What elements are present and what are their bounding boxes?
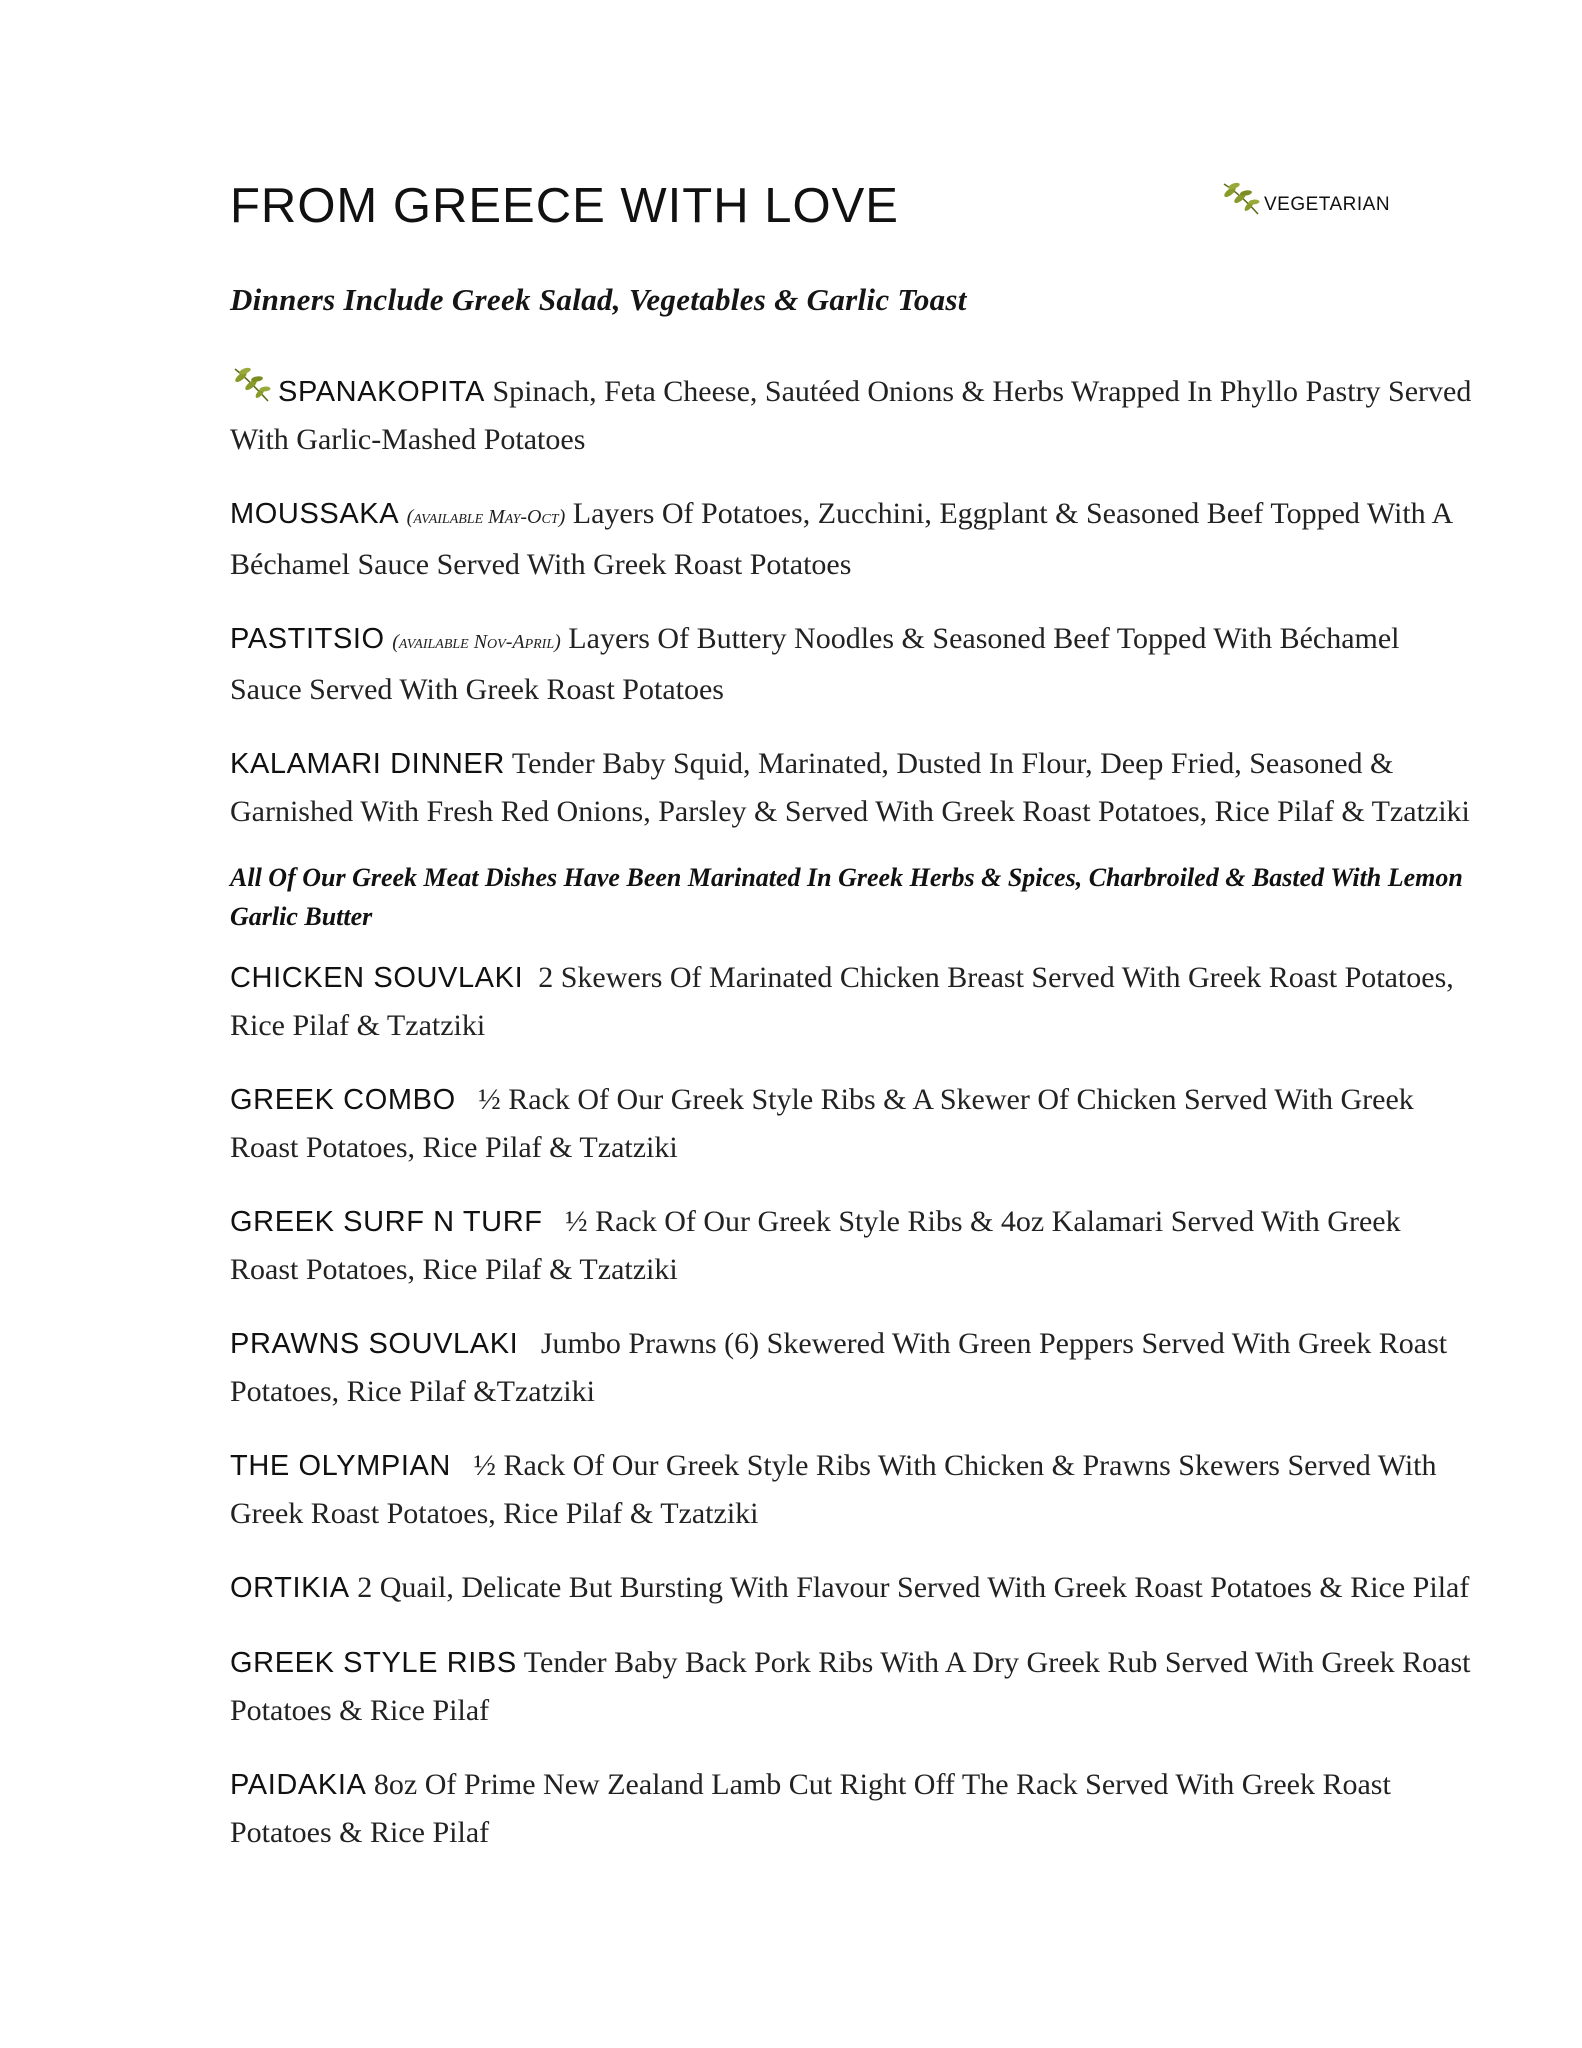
menu-item-name: GREEK SURF N TURF: [230, 1206, 543, 1238]
menu-item-kalamari-dinner: [230, 740, 1475, 835]
menu-item-spanakopita: [230, 365, 1475, 463]
menu-item-paidakia: [230, 1761, 1475, 1856]
menu-subtitle: Dinners Include Greek Salad, Vegetables & Garlic Toast: [230, 282, 967, 317]
menu-item-pastitsio: [230, 615, 1475, 713]
menu-item-name: PAIDAKIA: [230, 1769, 367, 1801]
menu-item-description: Layers Of Potatoes, Zucchini, Eggplant & Seasoned Beef Topped With A Béchamel Sauce Served With Greek Roast Potatoes: [230, 497, 1452, 581]
menu-item-description: Tender Baby Back Pork Ribs With A Dry Greek Rub Served With Greek Roast Potatoes & Rice Pilaf: [230, 1646, 1471, 1727]
menu-item-prawns-souvlaki: [230, 1320, 1475, 1415]
menu-item-name: KALAMARI DINNER: [230, 748, 505, 780]
vegetarian-legend-label: VEGETARIAN: [1264, 194, 1391, 215]
page-title: FROM GREECE WITH LOVE: [230, 179, 899, 233]
menu-item-name: MOUSSAKA: [230, 498, 400, 530]
menu-item-name: THE OLYMPIAN: [230, 1450, 451, 1482]
menu-item-description: 2 Skewers Of Marinated Chicken Breast Served With Greek Roast Potatoes, Rice Pilaf & Tzatziki: [230, 961, 1454, 1042]
availability-note: (available Nov-April): [392, 631, 561, 653]
menu-item-greek-surf-n-turf: [230, 1198, 1475, 1293]
menu-item-name: SPANAKOPITA: [278, 376, 485, 408]
menu-item-description: ½ Rack Of Our Greek Style Ribs & A Skewer Of Chicken Served With Greek Roast Potatoes, Rice Pilaf & Tzatziki: [230, 1083, 1414, 1164]
menu-item-description: Jumbo Prawns (6) Skewered With Green Peppers Served With Greek Roast Potatoes, Rice Pilaf &Tzatziki: [230, 1327, 1448, 1408]
menu-item-name: ORTIKIA: [230, 1572, 350, 1604]
menu-item-greek-combo: [230, 1076, 1475, 1171]
menu-item-description: Spinach, Feta Cheese, Sautéed Onions & Herbs Wrapped In Phyllo Pastry Served With Garlic-Mashed Potatoes: [230, 375, 1472, 456]
olive-branch-icon: [1218, 180, 1262, 218]
availability-note: (available May-Oct): [406, 506, 566, 528]
menu-item-description: ½ Rack Of Our Greek Style Ribs With Chicken & Prawns Skewers Served With Greek Roast Potatoes, Rice Pilaf & Tzatziki: [230, 1449, 1437, 1530]
menu-item-name: PRAWNS SOUVLAKI: [230, 1328, 519, 1360]
menu-item-description: 8oz Of Prime New Zealand Lamb Cut Right Off The Rack Served With Greek Roast Potatoes & Rice Pilaf: [230, 1768, 1391, 1849]
menu-item-name: GREEK COMBO: [230, 1084, 456, 1116]
menu-item-the-olympian: [230, 1442, 1475, 1537]
meat-dishes-notice: All Of Our Greek Meat Dishes Have Been Marinated In Greek Herbs & Spices, Charbroiled & Basted With Lemon Garlic Butter: [230, 863, 1463, 931]
menu-item-description: ½ Rack Of Our Greek Style Ribs & 4oz Kalamari Served With Greek Roast Potatoes, Rice Pilaf & Tzatziki: [230, 1205, 1401, 1286]
menu-item-description: 2 Quail, Delicate But Bursting With Flavour Served With Greek Roast Potatoes & Rice Pilaf: [357, 1571, 1470, 1604]
menu-item-name: PASTITSIO: [230, 623, 385, 655]
menu-item-name: GREEK STYLE RIBS: [230, 1647, 517, 1679]
menu-item-greek-style-ribs: [230, 1639, 1475, 1734]
menu-item-ortikia: [230, 1564, 1475, 1612]
menu-item-description: Tender Baby Squid, Marinated, Dusted In Flour, Deep Fried, Seasoned & Garnished With Fresh Red Onions, Parsley & Served With Greek Roast Potatoes, Rice Pilaf & Tzatziki: [230, 747, 1470, 828]
menu-item-name: CHICKEN SOUVLAKI: [230, 962, 524, 994]
vegetarian-olive-branch-icon: [230, 365, 272, 405]
menu-item-description: Layers Of Buttery Noodles & Seasoned Beef Topped With Béchamel Sauce Served With Greek Roast Potatoes: [230, 622, 1400, 706]
vegetarian-legend: [1218, 180, 1390, 218]
menu-item-moussaka: [230, 490, 1475, 588]
menu-item-chicken-souvlaki: [230, 954, 1475, 1049]
menu-items: [230, 365, 1475, 1883]
